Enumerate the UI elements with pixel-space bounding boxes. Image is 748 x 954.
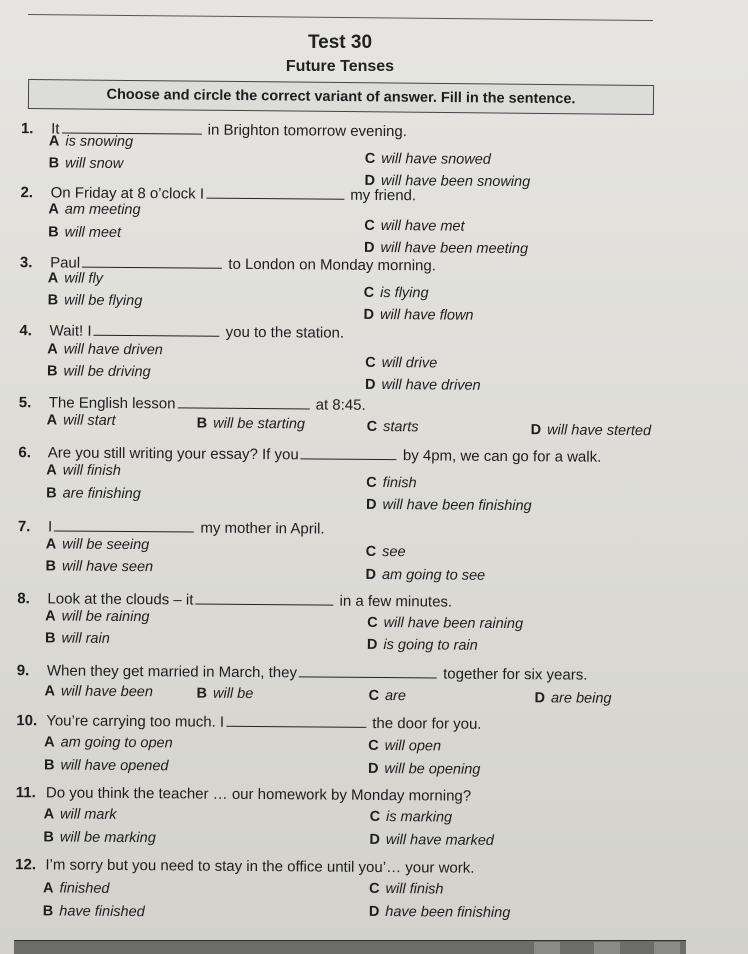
option-a[interactable]: A am meeting [48, 201, 141, 219]
option-a[interactable]: A am going to open [44, 734, 173, 752]
option-d[interactable]: D are being [534, 690, 612, 707]
answer-blank[interactable] [93, 321, 219, 337]
answer-blank[interactable] [226, 712, 366, 728]
option-b[interactable]: B will meet [48, 224, 122, 241]
question-stem: 12. I’m sorry but you need to stay in the office until you’… your work. [15, 856, 475, 877]
answer-blank[interactable] [206, 184, 344, 200]
page-title: Test 30 [307, 32, 373, 53]
option-d[interactable]: D will have driven [364, 376, 481, 394]
answer-blank[interactable] [61, 118, 201, 134]
option-a[interactable]: A will be seeing [45, 536, 150, 554]
option-d[interactable]: D will have been snowing [364, 172, 531, 191]
question-10 [0, 710, 742, 778]
option-b[interactable]: B will be flying [47, 292, 143, 310]
option-c[interactable]: C is marking [369, 808, 453, 826]
option-d[interactable]: D is going to rain [366, 636, 478, 654]
page-subtitle: Future Tenses [285, 58, 395, 75]
question-9 [0, 660, 743, 707]
question-stem: 10. You’re carrying too much. I the door for you. [16, 712, 482, 733]
option-c[interactable]: C will finish [368, 880, 444, 898]
option-c[interactable]: C finish [366, 474, 417, 492]
option-b[interactable]: B have finished [42, 903, 145, 921]
instruction-box: Choose and circle the correct variant of answer. Fill in the sentence. [28, 79, 654, 115]
option-a[interactable]: A will finish [46, 462, 121, 479]
option-d[interactable]: D will have been finishing [365, 496, 532, 515]
option-d[interactable]: D will have been meeting [364, 239, 529, 258]
option-d[interactable]: D will have flown [363, 306, 474, 324]
question-stem: 11. Do you think the teacher … our homework by Monday morning? [15, 784, 472, 805]
page-footer-bar [14, 940, 686, 954]
option-b[interactable]: B will snow [48, 155, 124, 172]
option-b[interactable]: B will be marking [43, 829, 156, 847]
question-stem: 7. I my mother in April. [17, 518, 325, 538]
option-a[interactable]: A will be raining [45, 608, 150, 626]
option-d[interactable]: D have been finishing [368, 903, 511, 922]
question-1 [0, 118, 747, 191]
option-a[interactable]: A finished [42, 880, 110, 897]
option-a[interactable]: A will mark [43, 806, 117, 823]
question-stem: 2. On Friday at 8 o’clock I my friend. [20, 184, 417, 205]
option-c[interactable]: C is flying [363, 284, 429, 302]
option-b[interactable]: B will be [196, 685, 254, 703]
question-7 [0, 516, 744, 584]
question-stem: 9. When they get married in March, they together for six years. [16, 662, 588, 684]
option-c[interactable]: C will drive [365, 354, 438, 372]
option-c[interactable]: C will open [368, 737, 442, 755]
question-stem: 4. Wait! I you to the station. [19, 322, 345, 342]
question-6 [0, 442, 745, 515]
option-c[interactable]: C see [365, 543, 406, 561]
option-a[interactable]: A will have been [44, 683, 154, 701]
option-c[interactable]: C will have met [364, 217, 465, 235]
answer-blank[interactable] [177, 393, 309, 409]
option-a[interactable]: A will fly [47, 270, 104, 287]
answer-blank[interactable] [195, 590, 333, 606]
answer-blank[interactable] [82, 253, 222, 269]
question-8 [0, 588, 743, 654]
option-c[interactable]: C will have snowed [364, 150, 491, 168]
option-d[interactable]: D will be opening [367, 760, 481, 778]
option-a[interactable]: A will have driven [47, 341, 163, 359]
question-stem: 5. The English lesson at 8:45. [18, 394, 366, 414]
answer-blank[interactable] [299, 662, 437, 678]
option-a[interactable]: A is snowing [48, 133, 134, 151]
question-12 [0, 856, 741, 922]
option-b[interactable]: B will be driving [47, 363, 151, 381]
question-stem: 3. Paul to London on Monday morning. [19, 254, 437, 275]
option-b[interactable]: B will have opened [43, 757, 169, 775]
option-c[interactable]: C will have been raining [367, 614, 524, 633]
option-b[interactable]: B are finishing [46, 485, 141, 503]
option-d[interactable]: D am going to see [365, 566, 486, 584]
option-b[interactable]: B will have seen [45, 558, 154, 576]
answer-blank[interactable] [301, 444, 397, 460]
question-11 [0, 784, 742, 849]
answer-blank[interactable] [54, 516, 194, 532]
option-d[interactable]: D will have marked [369, 831, 494, 849]
option-b[interactable]: B will be starting [196, 415, 306, 433]
question-stem: 6. Are you still writing your essay? If you by 4pm, we can go for a walk. [18, 444, 602, 466]
question-stem: 1. It in Brighton tomorrow evening. [20, 120, 408, 141]
option-b[interactable]: B will rain [44, 630, 110, 647]
option-a[interactable]: A will start [46, 412, 116, 429]
option-c[interactable]: C starts [366, 418, 419, 436]
option-c[interactable]: C are [368, 687, 407, 705]
option-d[interactable]: D will have sterted [530, 422, 652, 440]
question-stem: 8. Look at the clouds – it in a few minutes. [17, 590, 453, 611]
